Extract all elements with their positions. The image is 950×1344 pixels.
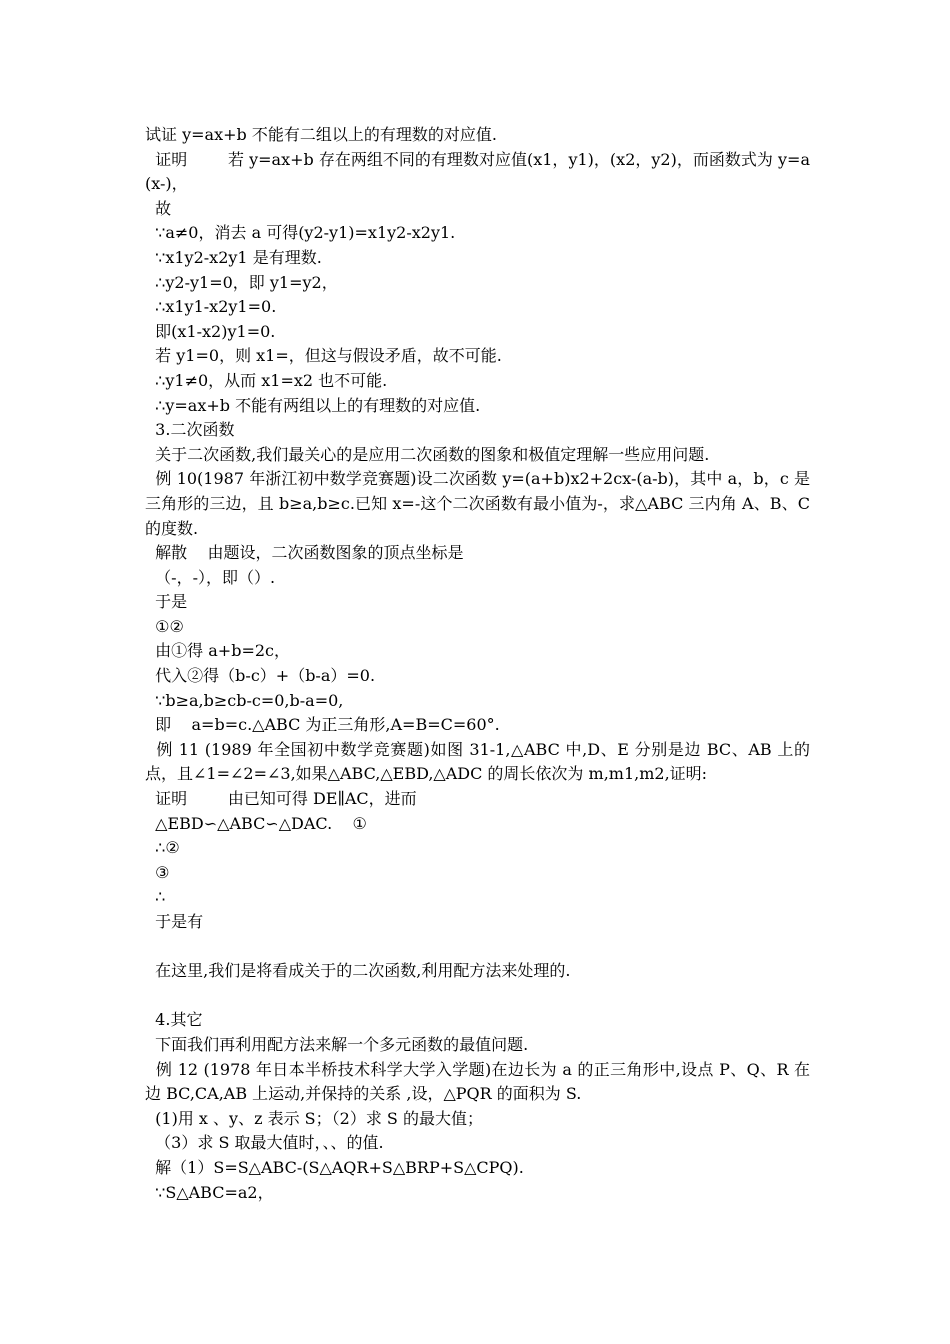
text-line: 证明 由已知可得 DE∥AC，进而 [145, 789, 417, 809]
section-heading: 3.二次函数 [145, 420, 235, 440]
example-paragraph: 例 12 (1978 年日本半桥技术科学大学入学题)在边长为 a 的正三角形中,设点 P、Q、R 在边 BC,CA,AB 上运动,并保持的关系 ,设，△PQR 的面积为 S. [145, 1059, 810, 1104]
example-paragraph: 例 10(1987 年浙江初中数学竞赛题)设二次函数 y=(a+b)x2+2cx-(a-b)，其中 a，b，c 是三角形的三边，且 b≥a,b≥c.已知 x=-这个二次函数有最小值为-，求△ABC 三内角 A、B、C 的度数. [145, 469, 816, 538]
text-line: 故 [145, 198, 172, 218]
text-line: 解（1）S=S△ABC-(S△AQR+S△BRP+S△CPQ). [145, 1157, 524, 1177]
text-line: 关于二次函数,我们最关心的是应用二次函数的图象和极值定理解一些应用问题. [145, 444, 710, 464]
text-line: 下面我们再利用配方法来解一个多元函数的最值问题. [145, 1034, 529, 1054]
text-line: △EBD∽△ABC∽△DAC. ① [145, 813, 367, 833]
text-line: 代入②得（b-c）+（b-a）=0. [145, 666, 376, 686]
text-line: 在这里,我们是将看成关于的二次函数,利用配方法来处理的. [145, 961, 571, 981]
text-line: 由①得 a+b=2c， [145, 641, 290, 661]
example-paragraph: 例 11 (1989 年全国初中数学竞赛题)如图 31-1,△ABC 中,D、E 分别是边 BC、AB 上的点，且∠1=∠2=∠3,如果△ABC,△EBD,△ADC 的周长依次为 m,m1,m2,证明: [145, 739, 810, 784]
blank-line [145, 935, 810, 960]
text-line: ∵S△ABC=a2， [145, 1182, 274, 1202]
text-line: ①② [145, 616, 184, 636]
text-line: ∴y=ax+b 不能有两组以上的有理数的对应值. [145, 395, 481, 415]
text-line: ∵x1y2-x2y1 是有理数. [145, 247, 322, 267]
blank-line [145, 984, 810, 1009]
text-line: ∴ [145, 887, 166, 907]
document-page [145, 123, 816, 1205]
text-line: ∴y1≠0，从而 x1=x2 也不可能. [145, 370, 388, 390]
text-line: ∴② [145, 838, 180, 858]
text-line: ∵b≥a,b≥cb-c=0,b-a=0, [145, 690, 344, 710]
text-line: 证明 若 y=ax+b 存在两组不同的有理数对应值(x1，y1)，(x2，y2)，而函数式为 y=a(x-)， [145, 149, 811, 194]
text-line: 即 a=b=c.△ABC 为正三角形,A=B=C=60°. [145, 715, 500, 735]
text-line: （3）求 S 取最大值时，、、的值. [145, 1133, 384, 1153]
text-line: （-，-），即（）. [145, 567, 276, 587]
text-line: (1)用 x 、y、z 表示 S；（2）求 S 的最大值； [145, 1108, 483, 1128]
text-line: ∵a≠0，消去 a 可得(y2-y1)=x1y2-x2y1. [145, 223, 456, 243]
text-line: 解散 由题设，二次函数图象的顶点坐标是 [145, 543, 464, 563]
text-line: 即(x1-x2)y1=0. [145, 321, 276, 341]
text-line: 若 y1=0，则 x1=，但这与假设矛盾，故不可能. [145, 346, 502, 366]
section-heading: 4.其它 [145, 1010, 203, 1030]
text-line: ③ [145, 862, 170, 882]
text-line: 于是 [145, 592, 188, 612]
text-line: 于是有 [145, 912, 204, 931]
text-line: 试证 y=ax+b 不能有二组以上的有理数的对应值. [145, 125, 497, 144]
text-line: ∴x1y1-x2y1=0. [145, 297, 277, 317]
text-line: ∴y2-y1=0，即 y1=y2， [145, 272, 338, 292]
